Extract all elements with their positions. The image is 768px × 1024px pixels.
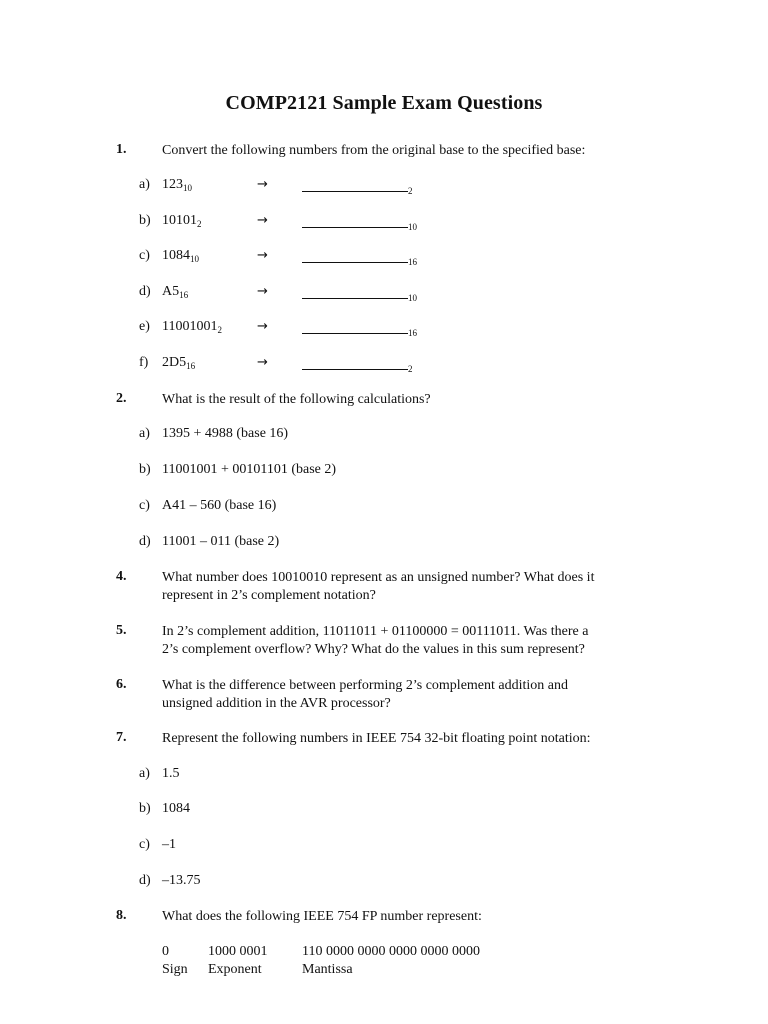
item-text: –1 [162, 837, 176, 852]
question-5-line-2: 2’s complement overflow? Why? What do the values in this sum represent? [162, 642, 585, 657]
source-base: 16 [179, 290, 189, 300]
arrow-right-icon: → [257, 177, 268, 192]
answer-blank [302, 284, 417, 304]
source-base: 10 [183, 183, 192, 193]
calculation-item [139, 462, 336, 478]
target-base: 16 [408, 257, 417, 267]
item-letter: b) [139, 213, 151, 228]
mantissa-label: Mantissa [302, 962, 353, 977]
question-6-text [162, 677, 662, 713]
source-number: $123_{10}$ [162, 177, 192, 193]
page-title: COMP2121 Sample Exam Questions [225, 92, 543, 114]
item-letter: a) [139, 177, 150, 192]
arrow-right-icon: → [257, 248, 268, 263]
conversion-item [139, 177, 659, 197]
item-text: 11001001 + 00101101 (base 2) [162, 462, 337, 477]
question-1-text: Convert the following numbers from the original base to the specified base: [162, 143, 586, 158]
item-letter: a) [139, 766, 150, 781]
source-base: 2 [217, 325, 222, 335]
calculation-item [139, 426, 288, 442]
target-base: 2 [408, 186, 413, 196]
fp-item [139, 766, 180, 782]
item-text: –13.75 [162, 873, 201, 888]
answer-blank [302, 248, 417, 268]
question-5-text [162, 623, 662, 659]
exponent-bits: 1000 0001 [208, 944, 268, 959]
fp-item [139, 837, 176, 853]
question-2-number: 2. [116, 391, 127, 406]
item-letter: b) [139, 801, 151, 816]
source-base: 10 [190, 254, 199, 264]
question-8-text: What does the following IEEE 754 FP number represent: [162, 909, 482, 924]
item-letter: b) [139, 462, 151, 477]
answer-blank [302, 177, 413, 197]
answer-blank [302, 319, 417, 339]
item-text: 11001 – 011 (base 2) [162, 534, 280, 549]
question-7-number: 7. [116, 730, 127, 745]
target-base: 16 [408, 328, 417, 338]
question-7-text: Represent the following numbers in IEEE 754 32-bit floating point notation: [162, 731, 591, 746]
exponent-label: Exponent [208, 962, 262, 977]
conversion-item [139, 284, 659, 304]
item-text: A41 – 560 (base 16) [162, 498, 277, 513]
arrow-right-icon: → [257, 213, 268, 228]
target-base: 10 [408, 222, 417, 232]
answer-blank [302, 213, 417, 233]
source-base: 2 [197, 219, 202, 229]
arrow-right-icon: → [257, 284, 268, 299]
source-base: 16 [186, 361, 196, 371]
item-letter: c) [139, 837, 150, 852]
fp-item [139, 801, 190, 817]
fp-item [139, 873, 201, 889]
item-text: 1395 + 4988 (base 16) [162, 426, 289, 441]
question-6-number: 6. [116, 677, 127, 692]
question-6-line-1: What is the difference between performing 2’s complement addition and [162, 678, 568, 693]
question-1-number: 1. [116, 142, 127, 157]
target-base: 10 [408, 293, 417, 303]
question-5-line-1: In 2’s complement addition, 11011011 + 01100000 = 00111011. Was there a [162, 624, 589, 639]
source-number: $2D5_{16}$ [162, 355, 196, 371]
conversion-item [139, 355, 659, 375]
source-number: $10101_2$ [162, 213, 202, 229]
source-number: $1084_{10}$ [162, 248, 199, 264]
item-letter: d) [139, 873, 151, 888]
item-letter: c) [139, 498, 150, 513]
source-number: $11001001_2$ [162, 319, 222, 335]
item-letter: d) [139, 534, 151, 549]
question-5-number: 5. [116, 623, 127, 638]
mantissa-bits: 110 0000 0000 0000 0000 0000 [302, 944, 480, 959]
question-4-line-2: represent in 2’s complement notation? [162, 588, 376, 603]
target-base: 2 [408, 364, 413, 374]
calculation-item [139, 534, 279, 550]
sign-label: Sign [162, 962, 188, 977]
question-4-number: 4. [116, 569, 127, 584]
conversion-item [139, 319, 659, 339]
item-letter: e) [139, 319, 150, 334]
item-text: 1.5 [162, 766, 180, 781]
question-6-line-2: unsigned addition in the AVR processor? [162, 696, 391, 711]
item-letter: f) [139, 355, 149, 370]
conversion-item [139, 213, 659, 233]
question-2-text: What is the result of the following calculations? [162, 392, 431, 407]
question-4-line-1: What number does 10010010 represent as an unsigned number? What does it [162, 570, 595, 585]
conversion-item [139, 248, 659, 268]
source-number: $A5_{16}$ [162, 284, 189, 300]
question-4-text [162, 569, 662, 605]
sign-bit: 0 [162, 944, 169, 959]
question-8-number: 8. [116, 908, 127, 923]
arrow-right-icon: → [257, 319, 268, 334]
item-letter: d) [139, 284, 151, 299]
item-letter: a) [139, 426, 150, 441]
arrow-right-icon: → [257, 355, 268, 370]
item-letter: c) [139, 248, 150, 263]
calculation-item [139, 498, 276, 514]
item-text: 1084 [162, 801, 190, 816]
answer-blank [302, 355, 413, 375]
